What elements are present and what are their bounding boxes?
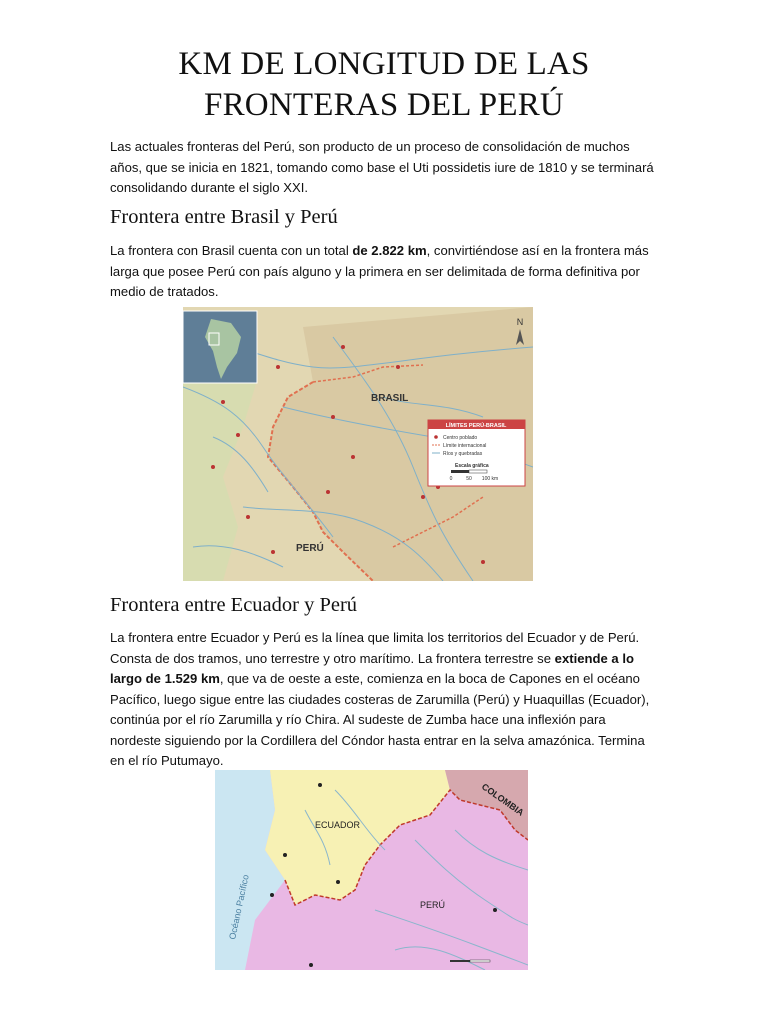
ecuador-text-1: La frontera entre Ecuador y Perú es la línea que limita los territorios del Ecuador y de Perú. Consta de dos tramos, uno terrestre y otro marítimo. La frontera terrestre se xyxy=(110,630,640,666)
north-label: N xyxy=(516,317,524,327)
brasil-length: de 2.822 km xyxy=(352,243,427,258)
ecuador-length: extiende a lo largo de 1.529 km xyxy=(110,650,634,686)
ecuador-text-2: , que va de oeste a este, comienza en la boca de Capones en el océano Pacífico, luego sigue entre las ciudades costeras de Zarumilla (Perú) y Huaquillas (Ecuador), continúa por el río Zarumilla y río Chira. Al sudeste de Zumba hace una inflexión para nordeste siguiendo por la Cordillera del Cóndor hasta entrar en la selva amazónica. Termina en el río Putumayo. xyxy=(110,671,650,768)
title-line-2: FRONTERAS DEL PERÚ xyxy=(204,87,564,123)
map-ecuador-peru xyxy=(215,770,528,970)
title-line-1: KM DE LONGITUD DE LAS xyxy=(178,46,590,82)
heading-ecuador: Frontera entre Ecuador y Perú xyxy=(110,594,358,616)
label-colombia: COLOMBIA xyxy=(479,781,526,818)
map-brasil-svg xyxy=(183,307,533,581)
brasil-paragraph xyxy=(110,241,660,303)
scale-tick-50: 50 xyxy=(466,476,472,482)
ecuador-paragraph xyxy=(110,628,660,772)
brasil-text-1: La frontera con Brasil cuenta con un total xyxy=(110,243,353,258)
map-brasil-peru xyxy=(183,307,533,581)
heading-brasil: Frontera entre Brasil y Perú xyxy=(110,206,338,228)
page-title xyxy=(0,44,768,126)
map-ecuador-svg xyxy=(215,770,528,970)
scale-tick-0: 0 xyxy=(449,476,453,482)
legend-item-2: Límite internacional xyxy=(443,443,487,449)
scale-tick-100: 100 km xyxy=(481,476,499,482)
legend-item-1: Centro poblado xyxy=(443,435,478,441)
map-legend xyxy=(428,420,525,486)
legend-title: LÍMITES PERÚ-BRASIL xyxy=(445,423,507,429)
brasil-text-2: , convirtiéndose así en la frontera más larga que posee Perú con país alguno y la primera en ser delimitada de forma definitiva por medio de tratados. xyxy=(110,243,649,299)
label-peru: PERÚ xyxy=(296,543,324,554)
label-ocean: Océano Pacífico xyxy=(227,873,251,941)
scale-title: Escala gráfica xyxy=(455,463,489,469)
label-ecuador: ECUADOR xyxy=(315,820,361,830)
label-brasil: BRASIL xyxy=(371,393,409,404)
legend-item-3: Ríos y quebradas xyxy=(443,451,483,457)
intro-paragraph: Las actuales fronteras del Perú, son producto de un proceso de consolidación de muchos años, que se inicia en 1821, tomando como base el Uti possidetis iure de 1810 y se terminará consolidando durante el siglo XXI. xyxy=(110,139,654,195)
label-peru: PERÚ xyxy=(420,900,446,910)
